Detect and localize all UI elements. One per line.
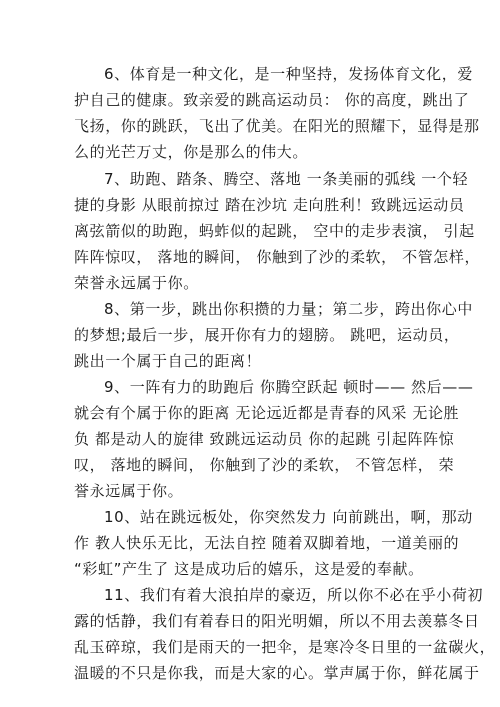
paragraph-9-line-2: 就会有个属于你的距离 无论远近都是青春的风采 无论胜 [74, 404, 460, 422]
paragraph-7-line-5: 荣誉永远属于你。 [74, 274, 199, 292]
paragraph-6-line-1: 6、体育是一种文化，是一种坚持，发扬体育文化，爱 [104, 65, 473, 83]
paragraph-9-line-1: 9、一阵有力的助跑后 你腾空跃起 顿时—— 然后—— [104, 378, 474, 396]
paragraph-7-line-1: 7、助跑、踏条、腾空、落地 一条美丽的弧线 一个轻 [104, 170, 469, 188]
paragraph-10-line-3: “彩虹”产生了 这是成功后的嬉乐，这是爱的奉献。 [74, 560, 424, 578]
paragraph-11-line-2: 露的恬静，我们有着春日的阳光明媚，所以不用去羡慕冬日 [74, 612, 480, 630]
paragraph-9-line-3: 负 都是动人的旋律 致跳远运动员 你的起跳 引起阵阵惊 [74, 430, 455, 448]
paragraph-10-line-2: 作 教人快乐无比，无法自控 随着双脚着地，一道美丽的 [74, 534, 460, 552]
paragraph-11-line-3: 乱玉碎琼，我们是雨天的一把伞，是寒冷冬日里的一盆碳火， [74, 638, 496, 656]
paragraph-9-line-4: 叹， 落地的瞬间， 你触到了沙的柔软， 不管怎样， 荣 [74, 456, 455, 474]
paragraph-8-line-1: 8、第一步，跳出你积攒的力量；第二步，跨出你心中 [104, 300, 473, 318]
paragraph-7-line-2: 捷的身影 从眼前掠过 踏在沙坑 走向胜利！致跳远运动员 [74, 196, 465, 214]
paragraph-11-line-1: 11、我们有着大浪拍岸的豪迈，所以你不必在乎小荷初 [104, 586, 484, 604]
paragraph-6-line-2: 护自己的健康。致亲爱的跳高运动员： 你的高度，跳出了 [74, 91, 470, 109]
paragraph-9-line-5: 誉永远属于你。 [74, 482, 184, 500]
paragraph-8-line-2: 的梦想;最后一步，展开你有力的翅膀。 跳吧，运动员， [74, 326, 460, 344]
paragraph-7-line-4: 阵阵惊叹， 落地的瞬间， 你触到了沙的柔软， 不管怎样， [74, 248, 481, 266]
paragraph-7-line-3: 离弦箭似的助跑，蚂蚱似的起跳， 空中的走步表演， 引起 [74, 222, 475, 240]
paragraph-8-line-3: 跳出一个属于自己的距离！ [74, 352, 262, 370]
paragraph-10-line-1: 10、站在跳远板处，你突然发力 向前跳出，啊，那动 [104, 508, 473, 526]
paragraph-11-line-4: 温暖的不只是你我，而是大家的心。掌声属于你，鲜花属于 [74, 664, 480, 682]
paragraph-6-line-4: 么的光芒万丈，你是那么的伟大。 [74, 143, 309, 161]
paragraph-6-line-3: 飞扬，你的跳跃，飞出了优美。在阳光的照耀下，显得是那 [74, 117, 480, 135]
